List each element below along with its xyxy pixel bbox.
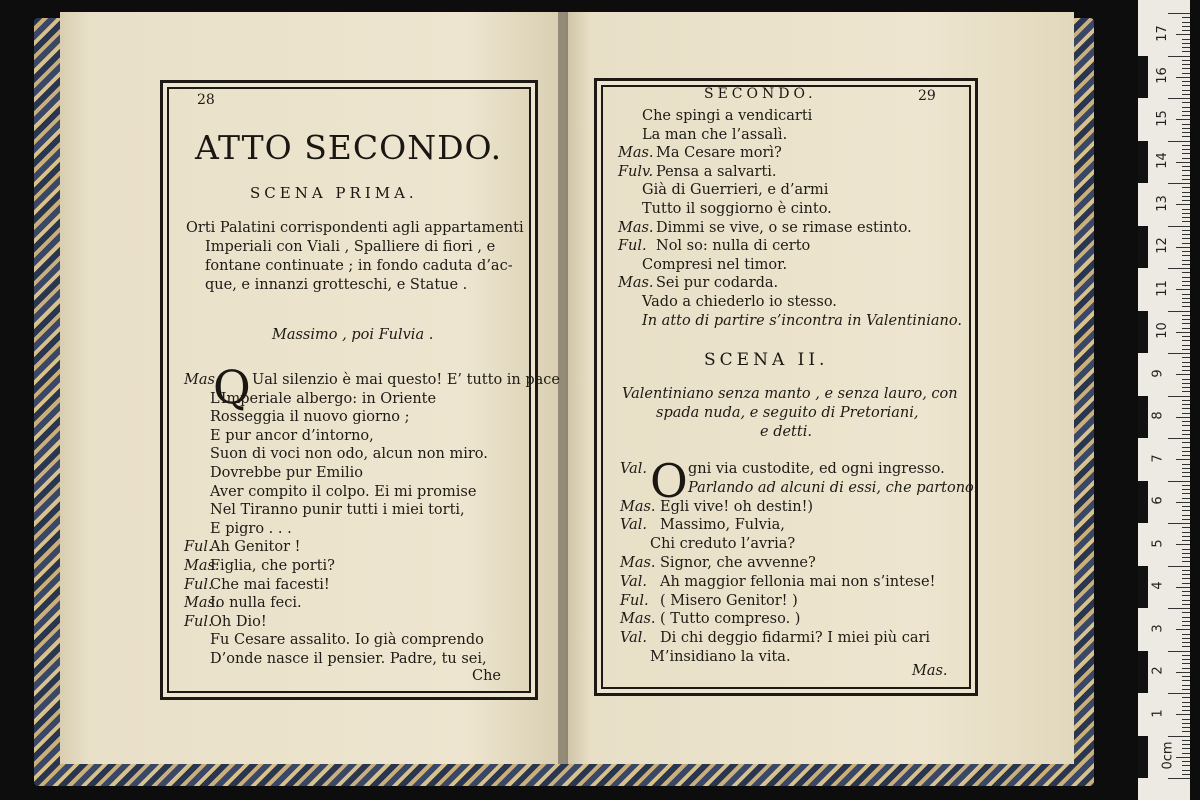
ruler-subtick <box>1182 697 1190 698</box>
ruler-subtick <box>1182 689 1190 690</box>
ruler-subtick <box>1182 447 1190 448</box>
verse-line: Parlando ad alcuni di essi, che partono. <box>688 479 979 496</box>
verse-line: Dimmi se vive, o se rimase estinto. <box>656 219 912 236</box>
ruler-subtick <box>1182 600 1190 601</box>
ruler-subtick <box>1182 145 1190 146</box>
ruler-subtick <box>1182 260 1190 261</box>
page-number-left: 28 <box>197 92 215 108</box>
stage-direction-line: e detti. <box>760 424 812 440</box>
ruler-subtick <box>1176 672 1190 673</box>
verse-line: E pur ancor d’intorno, <box>210 427 374 444</box>
scene-title-left: SCENA PRIMA. <box>250 184 418 202</box>
ruler-subtick <box>1182 532 1190 533</box>
ruler-subtick <box>1182 515 1190 516</box>
ruler-subtick <box>1182 413 1190 414</box>
ruler-subtick <box>1182 26 1190 27</box>
stage-direction-line: Orti Palatini corrispondenti agli appartamenti <box>186 220 524 236</box>
ruler-subtick <box>1182 387 1190 388</box>
catchword-left: Che <box>472 668 502 684</box>
ruler-subtick <box>1182 498 1190 499</box>
ruler-subtick <box>1182 362 1190 363</box>
ruler-subtick <box>1182 111 1190 112</box>
ruler-subtick <box>1182 51 1190 52</box>
ruler-tick <box>1168 566 1190 567</box>
verse-line: E pigro . . . <box>210 520 292 537</box>
ruler-subtick <box>1182 731 1190 732</box>
ruler-subtick <box>1182 132 1190 133</box>
ruler-subtick <box>1182 510 1190 511</box>
ruler-tick <box>1168 481 1190 482</box>
measurement-ruler <box>1138 0 1190 800</box>
ruler-subtick <box>1182 489 1190 490</box>
ruler-subtick <box>1176 34 1190 35</box>
ruler-subtick <box>1176 417 1190 418</box>
ruler-subtick <box>1182 200 1190 201</box>
verse-line: La man che l’assalì. <box>642 126 788 143</box>
ruler-subtick <box>1182 370 1190 371</box>
ruler-scale-bar <box>1138 141 1148 184</box>
ruler-subtick <box>1182 94 1190 95</box>
ruler-subtick <box>1182 158 1190 159</box>
speaker-label: Mas. <box>184 595 220 612</box>
ruler-subtick <box>1182 591 1190 592</box>
ruler-subtick <box>1182 251 1190 252</box>
ruler-subtick <box>1176 502 1190 503</box>
ruler-subtick <box>1182 595 1190 596</box>
verse-line: Ah Genitor ! <box>210 539 301 556</box>
ruler-number: 15 <box>1154 109 1170 127</box>
verse-line: Suon di voci non odo, alcun non miro. <box>210 446 488 463</box>
ruler-subtick <box>1182 383 1190 384</box>
ruler-subtick <box>1176 77 1190 78</box>
ruler-subtick <box>1182 485 1190 486</box>
ruler-subtick <box>1182 328 1190 329</box>
ruler-subtick <box>1182 340 1190 341</box>
ruler-subtick <box>1182 663 1190 664</box>
speaker-label: Ful. <box>618 238 647 255</box>
ruler-subtick <box>1182 102 1190 103</box>
ruler-tick <box>1168 651 1190 652</box>
ruler-scale-bar <box>1138 396 1148 439</box>
ruler-number: 4 <box>1150 581 1166 590</box>
ruler-subtick <box>1182 638 1190 639</box>
book-gutter <box>558 12 568 764</box>
ruler-subtick <box>1182 73 1190 74</box>
ruler-subtick <box>1182 527 1190 528</box>
ruler-subtick <box>1182 298 1190 299</box>
ruler-scale-bar <box>1138 226 1148 269</box>
ruler-subtick <box>1182 22 1190 23</box>
ruler-subtick <box>1176 757 1190 758</box>
ruler-number: 14 <box>1154 152 1170 169</box>
stage-direction-line: spada nuda, e seguito di Pretoriani, <box>656 405 919 421</box>
ruler-subtick <box>1182 574 1190 575</box>
ruler-subtick <box>1182 277 1190 278</box>
ruler-subtick <box>1182 642 1190 643</box>
ruler-subtick <box>1182 655 1190 656</box>
ruler-scale-bar <box>1138 651 1148 694</box>
ruler-subtick <box>1176 289 1190 290</box>
ruler-subtick <box>1182 39 1190 40</box>
ruler-tick <box>1168 226 1190 227</box>
speaker-label: Mas. <box>618 145 654 162</box>
running-head-right: SECONDO. <box>704 86 817 102</box>
ruler-tick <box>1168 608 1190 609</box>
ruler-tick <box>1168 353 1190 354</box>
speaker-label: Mas. <box>184 558 220 574</box>
ruler-subtick <box>1182 128 1190 129</box>
ruler-subtick <box>1182 400 1190 401</box>
ruler-subtick <box>1182 519 1190 520</box>
verse-line: D’onde nasce il pensier. Padre, tu sei, <box>210 651 487 667</box>
ruler-subtick <box>1182 476 1190 477</box>
verse-line: Compresi nel timor. <box>642 256 788 273</box>
ruler-subtick <box>1182 434 1190 435</box>
exit-direction: In atto di partire s’incontra in Valentiniano. <box>642 313 962 329</box>
ruler-subtick <box>1176 714 1190 715</box>
ruler-subtick <box>1182 179 1190 180</box>
speaker-label: Val. <box>620 573 648 590</box>
ruler-subtick <box>1182 43 1190 44</box>
speaker-label: Mas. <box>618 275 654 292</box>
stage-direction-line: Imperiali con Viali , Spalliere di fiori , e <box>205 239 496 255</box>
ruler-subtick <box>1182 391 1190 392</box>
verse-line: Nol so: nulla di certo <box>656 238 811 255</box>
ruler-subtick <box>1182 323 1190 324</box>
ruler-subtick <box>1182 60 1190 61</box>
ruler-subtick <box>1182 115 1190 116</box>
ruler-subtick <box>1176 119 1190 120</box>
ruler-number: 10 <box>1154 322 1170 339</box>
ruler-subtick <box>1182 47 1190 48</box>
ruler-subtick <box>1182 170 1190 171</box>
verse-line: Io nulla feci. <box>210 595 302 612</box>
verse-line: ( Misero Genitor! ) <box>660 592 798 609</box>
ruler-tick <box>1168 183 1190 184</box>
ruler-subtick <box>1182 770 1190 771</box>
ruler-subtick <box>1182 425 1190 426</box>
ruler-subtick <box>1182 472 1190 473</box>
verse-line: Rosseggia il nuovo giorno ; <box>210 409 410 426</box>
ruler-subtick <box>1182 612 1190 613</box>
ruler-subtick <box>1182 217 1190 218</box>
speaker-label: Mas. <box>184 372 220 388</box>
ruler-subtick <box>1182 349 1190 350</box>
speaker-label: Mas. <box>618 219 654 236</box>
verse-line: Di chi deggio fidarmi? I miei più cari <box>660 630 931 647</box>
ruler-subtick <box>1182 153 1190 154</box>
verse-line: L’Imperiale albergo: in Oriente <box>210 390 437 407</box>
ruler-number: 16 <box>1154 67 1170 84</box>
ruler-subtick <box>1176 374 1190 375</box>
ruler-subtick <box>1182 744 1190 745</box>
act-heading: ATTO SECONDO. <box>195 128 503 167</box>
scene-title-right: SCENA II. <box>704 350 829 370</box>
ruler-subtick <box>1182 187 1190 188</box>
ruler-subtick <box>1182 680 1190 681</box>
ruler-scale-bar <box>1138 736 1148 779</box>
ruler-subtick <box>1182 264 1190 265</box>
ruler-subtick <box>1176 332 1190 333</box>
ruler-subtick <box>1182 379 1190 380</box>
ruler-subtick <box>1182 506 1190 507</box>
verse-line: Oh Dio! <box>210 613 267 630</box>
ruler-scale-bar <box>1138 311 1148 354</box>
ruler-tick <box>1168 778 1190 779</box>
ruler-subtick <box>1182 617 1190 618</box>
ruler-number: 8 <box>1150 411 1166 420</box>
ruler-subtick <box>1182 765 1190 766</box>
ruler-subtick <box>1182 646 1190 647</box>
ruler-subtick <box>1182 557 1190 558</box>
ruler-subtick <box>1182 668 1190 669</box>
ruler-subtick <box>1182 357 1190 358</box>
ruler-subtick <box>1182 192 1190 193</box>
verse-line: Fu Cesare assalito. Io già comprendo <box>210 632 484 649</box>
ruler-subtick <box>1176 587 1190 588</box>
ruler-subtick <box>1182 90 1190 91</box>
verse-line: Che mai facesti! <box>210 576 330 593</box>
speaker-label: Mas. <box>620 498 656 515</box>
ruler-subtick <box>1182 710 1190 711</box>
verse-line: Chi creduto l’avria? <box>650 536 796 553</box>
ruler-tick <box>1168 13 1190 14</box>
ruler-number: 7 <box>1150 453 1166 463</box>
ruler-subtick <box>1182 302 1190 303</box>
ruler-subtick <box>1182 430 1190 431</box>
ruler-subtick <box>1182 561 1190 562</box>
ruler-subtick <box>1182 285 1190 286</box>
verse-line: gni via custodite, ed ogni ingresso. <box>688 461 945 477</box>
ruler-subtick <box>1176 162 1190 163</box>
ruler-subtick <box>1182 570 1190 571</box>
verse-line: Sei pur codarda. <box>656 275 779 292</box>
ruler-tick <box>1168 523 1190 524</box>
verse-line: Pensa a salvarti. <box>656 163 777 180</box>
ruler-tick <box>1168 98 1190 99</box>
verse-line: Ma Cesare morì? <box>656 145 782 162</box>
ruler-subtick <box>1176 459 1190 460</box>
ruler-subtick <box>1182 761 1190 762</box>
ruler-subtick <box>1182 85 1190 86</box>
ruler-subtick <box>1182 272 1190 273</box>
ruler-number: 17 <box>1154 24 1170 42</box>
speaker-label: Ful. <box>184 576 213 593</box>
ruler-tick <box>1168 268 1190 269</box>
ruler-subtick <box>1182 124 1190 125</box>
ruler-subtick <box>1182 774 1190 775</box>
ruler-tick <box>1168 438 1190 439</box>
speaker-label: Ful. <box>184 613 213 630</box>
ruler-subtick <box>1182 685 1190 686</box>
ruler-subtick <box>1182 536 1190 537</box>
page-number-right: 29 <box>918 88 936 104</box>
ruler-subtick <box>1182 243 1190 244</box>
ruler-subtick <box>1182 213 1190 214</box>
verse-line: Massimo, Fulvia, <box>660 517 785 534</box>
ruler-subtick <box>1182 238 1190 239</box>
ruler-number: 1 <box>1150 708 1166 718</box>
ruler-subtick <box>1182 442 1190 443</box>
verse-line: Vado a chiederlo io stesso. <box>642 294 837 310</box>
ruler-number: 11 <box>1154 279 1170 297</box>
ruler-number: 0cm <box>1160 741 1176 770</box>
ruler-subtick <box>1182 455 1190 456</box>
ruler-subtick <box>1182 294 1190 295</box>
ruler-subtick <box>1182 740 1190 741</box>
ruler-subtick <box>1182 319 1190 320</box>
ruler-subtick <box>1182 255 1190 256</box>
ruler-tick <box>1168 311 1190 312</box>
ruler-subtick <box>1182 234 1190 235</box>
speaker-label: Mas. <box>620 555 656 571</box>
ruler-subtick <box>1182 706 1190 707</box>
ruler-subtick <box>1182 30 1190 31</box>
ruler-subtick <box>1182 149 1190 150</box>
ruler-subtick <box>1182 209 1190 210</box>
ruler-subtick <box>1182 493 1190 494</box>
ruler-number: 6 <box>1150 496 1166 505</box>
ruler-subtick <box>1182 578 1190 579</box>
ruler-subtick <box>1182 345 1190 346</box>
ruler-subtick <box>1182 421 1190 422</box>
ruler-subtick <box>1182 68 1190 69</box>
ruler-subtick <box>1182 621 1190 622</box>
ruler-subtick <box>1182 719 1190 720</box>
stage-direction-line: que, e innanzi grotteschi, e Statue . <box>205 277 468 293</box>
ruler-subtick <box>1182 604 1190 605</box>
verse-line: Già di Guerrieri, e d’armi <box>642 182 829 199</box>
ruler-subtick <box>1182 107 1190 108</box>
ruler-subtick <box>1182 583 1190 584</box>
ruler-subtick <box>1182 136 1190 137</box>
verse-line: Nel Tiranno punir tutti i miei torti, <box>210 502 465 519</box>
ruler-subtick <box>1182 549 1190 550</box>
ruler-tick <box>1168 141 1190 142</box>
ruler-subtick <box>1182 196 1190 197</box>
ruler-subtick <box>1182 366 1190 367</box>
dropcap-left: Q <box>213 360 251 414</box>
ruler-number: 13 <box>1154 194 1170 212</box>
speaker-label: Ful. <box>184 539 213 556</box>
ruler-subtick <box>1182 166 1190 167</box>
ruler-subtick <box>1182 404 1190 405</box>
ruler-scale-bar <box>1138 481 1148 524</box>
verse-line: Ah maggior fellonia mai non s’intese! <box>660 573 936 590</box>
ruler-subtick <box>1182 464 1190 465</box>
ruler-subtick <box>1176 204 1190 205</box>
ruler-tick <box>1168 693 1190 694</box>
ruler-subtick <box>1176 247 1190 248</box>
ruler-tick <box>1168 56 1190 57</box>
ruler-subtick <box>1182 468 1190 469</box>
ruler-subtick <box>1182 81 1190 82</box>
ruler-number: 2 <box>1150 666 1166 675</box>
ruler-subtick <box>1182 408 1190 409</box>
verse-line: Tutto il soggiorno è cinto. <box>642 201 832 217</box>
ruler-subtick <box>1182 17 1190 18</box>
ruler-subtick <box>1182 281 1190 282</box>
verse-line: Signor, che avvenne? <box>660 555 816 571</box>
ruler-subtick <box>1182 659 1190 660</box>
verse-line: Aver compito il colpo. Ei mi promise <box>210 483 477 500</box>
ruler-subtick <box>1182 702 1190 703</box>
verse-line: Figlia, che porti? <box>210 558 335 574</box>
stage-direction-line: fontane continuate ; in fondo caduta d’ac- <box>205 258 513 274</box>
verse-line: Egli vive! oh destin!) <box>660 498 814 515</box>
speaker-label: Mas. <box>620 611 656 628</box>
characters-line: Massimo , poi Fulvia . <box>272 327 434 343</box>
verse-line: M’insidiano la vita. <box>650 649 791 665</box>
ruler-subtick <box>1182 306 1190 307</box>
ruler-scale-bar <box>1138 566 1148 609</box>
ruler-subtick <box>1182 336 1190 337</box>
verse-line: ( Tutto compreso. ) <box>660 611 801 628</box>
ruler-subtick <box>1182 230 1190 231</box>
ruler-subtick <box>1182 753 1190 754</box>
speaker-label: Val. <box>620 630 648 647</box>
ruler-number: 12 <box>1154 237 1170 254</box>
verse-line: Che spingi a vendicarti <box>642 108 813 124</box>
ruler-subtick <box>1176 544 1190 545</box>
ruler-number: 3 <box>1150 623 1166 633</box>
ruler-subtick <box>1182 625 1190 626</box>
ruler-subtick <box>1182 451 1190 452</box>
ruler-subtick <box>1176 629 1190 630</box>
verse-line: Dovrebbe pur Emilio <box>210 465 363 481</box>
speaker-label: Val. <box>620 461 648 477</box>
ruler-tick <box>1168 736 1190 737</box>
ruler-subtick <box>1182 727 1190 728</box>
ruler-number: 9 <box>1150 368 1166 378</box>
speaker-label: Fulv. <box>618 163 654 180</box>
stage-direction-line: Valentiniano senza manto , e senza lauro, con <box>622 386 958 402</box>
speaker-label: Ful. <box>620 592 649 609</box>
ruler-tick <box>1168 396 1190 397</box>
verse-line: Ual silenzio è mai questo! E’ tutto in pace <box>252 372 561 388</box>
dropcap-right: O <box>650 454 688 508</box>
ruler-subtick <box>1182 723 1190 724</box>
ruler-number: 5 <box>1150 538 1166 548</box>
ruler-subtick <box>1182 634 1190 635</box>
ruler-subtick <box>1182 315 1190 316</box>
ruler-subtick <box>1182 540 1190 541</box>
ruler-subtick <box>1182 676 1190 677</box>
ruler-subtick <box>1182 221 1190 222</box>
ruler-subtick <box>1182 64 1190 65</box>
ruler-scale-bar <box>1138 56 1148 99</box>
ruler-subtick <box>1182 748 1190 749</box>
ruler-subtick <box>1182 553 1190 554</box>
catchword-right: Mas. <box>912 663 948 679</box>
speaker-label: Val. <box>620 517 648 534</box>
ruler-subtick <box>1182 175 1190 176</box>
